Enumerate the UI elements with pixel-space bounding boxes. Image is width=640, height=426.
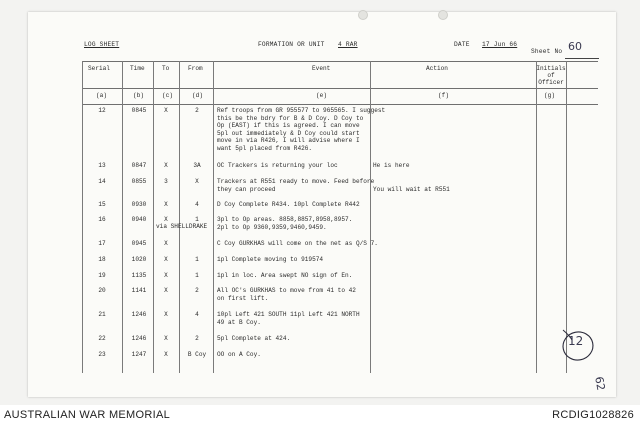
- col-code-from: (d): [192, 92, 203, 99]
- row-from: 4: [195, 201, 199, 208]
- col-code-time: (b): [133, 92, 144, 99]
- col-header-to: To: [162, 65, 170, 72]
- header-bottom-rule: [82, 104, 598, 105]
- row-from: 1: [195, 256, 199, 263]
- row-action: You will wait at R551: [373, 185, 450, 193]
- sheet-number-label: Sheet No: [531, 48, 563, 55]
- formation-value: 4 RAR: [338, 41, 358, 48]
- table-top-rule: [82, 61, 598, 62]
- col-code-event: (e): [316, 92, 327, 99]
- row-from: 4: [195, 311, 199, 318]
- row-to: X: [164, 311, 168, 318]
- row-to: X: [164, 162, 168, 169]
- col-code-serial: (a): [96, 92, 107, 99]
- column-divider: [82, 61, 83, 373]
- row-from: X: [195, 178, 199, 185]
- row-event-line: 2pl to Op 9360,9359,9460,9459.: [217, 223, 327, 231]
- row-serial: 19: [98, 272, 106, 279]
- row-event-line: 5pl Complete at 424.: [217, 335, 291, 342]
- row-event-line: 1pl in loc. Area swept NO sign of En.: [217, 272, 353, 279]
- row-serial: 12: [98, 107, 106, 114]
- row-serial: 15: [98, 201, 106, 208]
- row-time: 1135: [131, 272, 147, 279]
- col-header-serial: Serial: [88, 65, 110, 72]
- col-header-from: From: [188, 65, 203, 72]
- row-time: 0940: [131, 216, 147, 223]
- row-event-line: 49 at B Coy.: [217, 318, 261, 326]
- column-divider: [153, 61, 154, 373]
- row-to: X: [164, 287, 168, 294]
- margin-number: 62: [592, 375, 608, 392]
- row-to: X: [164, 107, 168, 114]
- row-time: 0847: [131, 162, 147, 169]
- column-divider: [122, 61, 123, 373]
- row-event-line: OC Trackers is returning your loc: [217, 162, 338, 169]
- row-serial: 17: [98, 240, 106, 247]
- sheet-title: LOG SHEET: [84, 41, 120, 48]
- row-event-line: move in via R426, I will advise where I: [217, 137, 360, 145]
- row-time: 1141: [131, 287, 147, 294]
- row-event-line: want 5pl placed from R426.: [217, 145, 313, 152]
- header-divider: [82, 88, 598, 89]
- row-time: 0855: [131, 178, 147, 185]
- row-from: 2: [195, 335, 199, 342]
- row-action: He is here: [373, 162, 410, 169]
- row-from: 2: [195, 287, 199, 294]
- row-serial: 22: [98, 335, 106, 342]
- row-to: X: [164, 351, 168, 358]
- col-code-action: (f): [438, 92, 449, 99]
- col-header-action: Action: [426, 65, 448, 72]
- column-divider: [213, 61, 214, 373]
- row-event-line: on first lift.: [217, 294, 269, 302]
- row-event-line: this be the bdry for B & D Coy. D Coy to: [217, 114, 364, 122]
- col-header-event: Event: [312, 65, 331, 72]
- row-time: 0930: [131, 201, 147, 208]
- punch-hole: [438, 10, 448, 20]
- row-time: 1020: [131, 256, 147, 263]
- col-code-initials: (g): [544, 92, 555, 99]
- row-time: 1247: [131, 351, 147, 358]
- row-to: 3: [164, 178, 168, 185]
- row-event-line: 3pl to Op areas. 8858,8857,8958,8957.: [217, 216, 353, 223]
- row-from: 1: [195, 272, 199, 279]
- row-event-line: 10pl Left 421 SOUTH 11pl Left 421 NORTH: [217, 311, 360, 318]
- row-to: X: [164, 201, 168, 208]
- row-to: X: [164, 240, 168, 247]
- row-time: 0945: [131, 240, 147, 247]
- row-event-line: All OC's GURKHAS to move from 41 to 42: [217, 287, 356, 294]
- date-value: 17 Jun 66: [482, 41, 518, 48]
- row-serial: 20: [98, 287, 106, 294]
- row-event-line: they can proceed: [217, 185, 276, 193]
- row-from: 2: [195, 107, 199, 114]
- row-serial: 18: [98, 256, 106, 263]
- row-to: X: [164, 256, 168, 263]
- row-from: 1: [195, 216, 199, 223]
- col-code-to: (c): [162, 92, 173, 99]
- circled-number: 12: [568, 334, 584, 348]
- row-time: 0845: [131, 107, 147, 114]
- col-header-initials: Initials of Officer: [536, 65, 566, 86]
- col-header-time: Time: [130, 65, 145, 72]
- row-event-line: Trackers at R551 ready to move. Feed before: [217, 178, 375, 185]
- row-to: X: [164, 335, 168, 342]
- footer-id: RCDIG1028826: [552, 409, 634, 421]
- row-to: X: [164, 216, 168, 223]
- sheet-number-underline: [565, 58, 599, 59]
- row-to-extra: via SHELLDRAKE: [156, 223, 208, 230]
- row-event-line: OO on A Coy.: [217, 351, 261, 358]
- row-event-line: Op (EAST) if this is agreed. I can move: [217, 122, 360, 130]
- date-label: DATE: [454, 41, 470, 48]
- column-divider: [536, 61, 537, 373]
- row-from: B Coy: [187, 351, 207, 358]
- row-to: X: [164, 272, 168, 279]
- row-event-line: 5pl out immediately & D Coy could start: [217, 129, 360, 137]
- footer-credit: AUSTRALIAN WAR MEMORIAL: [4, 409, 171, 421]
- column-divider: [179, 61, 180, 373]
- formation-label: FORMATION OR UNIT: [258, 41, 325, 48]
- row-time: 1246: [131, 335, 147, 342]
- row-serial: 14: [98, 178, 106, 185]
- sheet-number-value: 60: [568, 40, 582, 53]
- row-serial: 21: [98, 311, 106, 318]
- row-serial: 16: [98, 216, 106, 223]
- row-event-line: 1pl Complete moving to 919574: [217, 256, 324, 263]
- row-from: 3A: [193, 162, 201, 169]
- row-event-line: C Coy GURKHAS will come on the net as Q/S 7.: [217, 240, 378, 247]
- row-time: 1246: [131, 311, 147, 318]
- punch-hole: [358, 10, 368, 20]
- row-event-line: D Coy Complete R434. 10pl Complete R442: [217, 201, 360, 208]
- row-serial: 13: [98, 162, 106, 169]
- row-serial: 23: [98, 351, 106, 358]
- row-event-line: Ref troops from GR 955577 to 965565. I suggest: [217, 107, 386, 114]
